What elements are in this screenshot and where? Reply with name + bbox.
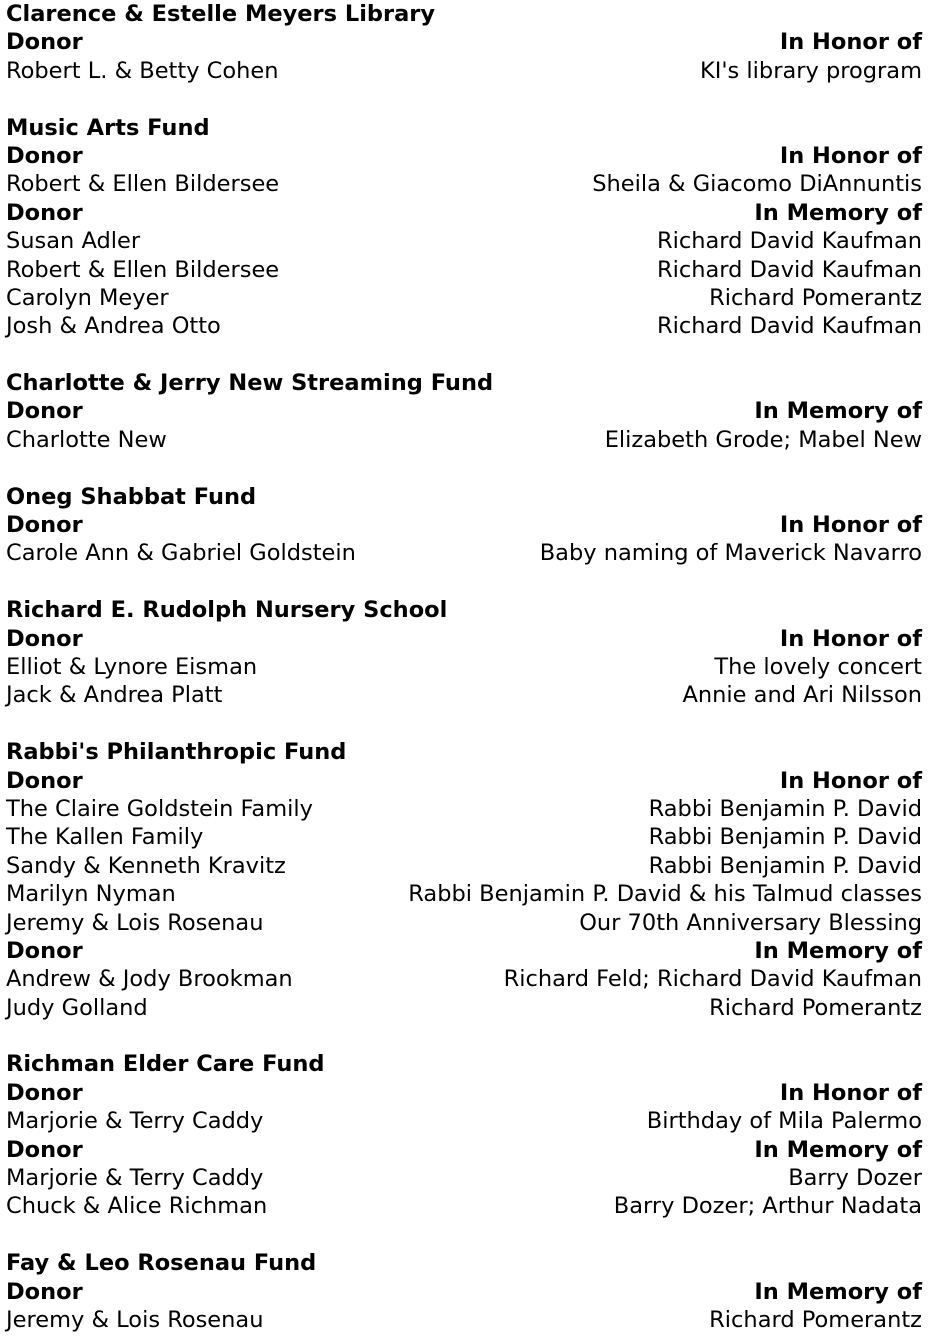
column-header-row: [0, 397, 930, 425]
honoree-name: Richard David Kaufman: [656, 313, 922, 340]
donor-name: Carolyn Meyer: [6, 284, 169, 311]
tribute-type-label: In Memory of: [754, 1136, 922, 1163]
honoree-name: Rabbi Benjamin P. David: [648, 852, 922, 879]
donor-name: Chuck & Alice Richman: [6, 1193, 268, 1220]
honoree-name: Richard Feld; Richard David Kaufman: [503, 966, 922, 993]
honoree-name: Barry Dozer; Arthur Nadata: [613, 1193, 922, 1220]
column-header-row: [0, 937, 930, 965]
donor-column-label: Donor: [6, 29, 83, 56]
fund-section-music-arts-fund: [0, 114, 930, 341]
donor-name: Carole Ann & Gabriel Goldstein: [6, 540, 356, 567]
donor-column-label: Donor: [6, 398, 83, 425]
honoree-name: Baby naming of Maverick Navarro: [539, 540, 922, 567]
donation-row: [0, 994, 930, 1022]
donor-name: Marjorie & Terry Caddy: [6, 1165, 264, 1192]
column-header-row: [0, 767, 930, 795]
tribute-type-label: In Memory of: [754, 398, 922, 425]
donor-name: Josh & Andrea Otto: [6, 313, 221, 340]
donor-name: Marjorie & Terry Caddy: [6, 1108, 264, 1135]
tribute-type-label: In Memory of: [754, 1278, 922, 1305]
tribute-type-label: In Honor of: [779, 142, 922, 169]
donation-row: [0, 1107, 930, 1135]
donation-row: [0, 256, 930, 284]
tribute-type-label: In Honor of: [779, 512, 922, 539]
fund-title: Richard E. Rudolph Nursery School: [6, 597, 448, 624]
honoree-name: Sheila & Giacomo DiAnnuntis: [592, 171, 922, 198]
fund-section-clarence-estelle-meyers-library: [0, 0, 930, 85]
donor-name: Jeremy & Lois Rosenau: [6, 909, 264, 936]
honoree-name: The lovely concert: [714, 653, 922, 680]
donor-column-label: Donor: [6, 1079, 83, 1106]
donor-name: Andrew & Jody Brookman: [6, 966, 293, 993]
donation-row: [0, 57, 930, 85]
donation-row: [0, 1164, 930, 1192]
honoree-name: Richard Pomerantz: [709, 284, 922, 311]
donor-name: Robert & Ellen Bildersee: [6, 171, 280, 198]
donation-row: [0, 170, 930, 198]
fund-title: Oneg Shabbat Fund: [6, 483, 257, 510]
donor-name: Robert L. & Betty Cohen: [6, 57, 279, 84]
donation-row: [0, 965, 930, 993]
donor-column-label: Donor: [6, 625, 83, 652]
tribute-type-label: In Honor of: [779, 625, 922, 652]
donation-row: [0, 909, 930, 937]
fund-section-oneg-shabbat-fund: [0, 483, 930, 568]
donor-name: Robert & Ellen Bildersee: [6, 256, 280, 283]
donation-row: [0, 1306, 930, 1334]
honoree-name: Barry Dozer: [788, 1165, 922, 1192]
honoree-name: Rabbi Benjamin P. David: [648, 824, 922, 851]
donation-row: [0, 1192, 930, 1220]
fund-title: Charlotte & Jerry New Streaming Fund: [6, 370, 494, 397]
tribute-type-label: In Memory of: [754, 199, 922, 226]
honoree-name: Annie and Ari Nilsson: [682, 682, 922, 709]
fund-section-richard-e-rudolph-nursery-school: [0, 596, 930, 710]
honoree-name: Rabbi Benjamin P. David & his Talmud classes: [408, 881, 922, 908]
donor-name: Marilyn Nyman: [6, 881, 176, 908]
donor-column-label: Donor: [6, 1136, 83, 1163]
donation-row: [0, 284, 930, 312]
donor-column-label: Donor: [6, 512, 83, 539]
column-header-row: [0, 1278, 930, 1306]
donation-row: [0, 653, 930, 681]
donor-column-label: Donor: [6, 199, 83, 226]
fund-title: Richman Elder Care Fund: [6, 1051, 325, 1078]
fund-title: Clarence & Estelle Meyers Library: [6, 1, 436, 27]
honoree-name: Rabbi Benjamin P. David: [648, 795, 922, 822]
donation-row: [0, 823, 930, 851]
fund-section-fay-leo-rosenau-fund: [0, 1249, 930, 1334]
donor-column-label: Donor: [6, 1278, 83, 1305]
honoree-name: Our 70th Anniversary Blessing: [579, 909, 922, 936]
tribute-type-label: In Memory of: [754, 937, 922, 964]
tribute-type-label: In Honor of: [779, 29, 922, 56]
donor-name: Sandy & Kenneth Kravitz: [6, 852, 286, 879]
fund-title: Rabbi's Philanthropic Fund: [6, 739, 347, 766]
donor-column-label: Donor: [6, 937, 83, 964]
donation-row: [0, 681, 930, 709]
honoree-name: Richard David Kaufman: [656, 256, 922, 283]
honoree-name: Richard Pomerantz: [709, 1306, 922, 1333]
column-header-row: [0, 511, 930, 539]
donor-name: Judy Golland: [6, 994, 148, 1021]
column-header-row: [0, 199, 930, 227]
column-header-row: [0, 1079, 930, 1107]
column-header-row: [0, 142, 930, 170]
column-header-row: [0, 28, 930, 56]
donation-row: [0, 426, 930, 454]
donor-column-label: Donor: [6, 767, 83, 794]
donor-name: Jeremy & Lois Rosenau: [6, 1306, 264, 1333]
honoree-name: Richard David Kaufman: [656, 228, 922, 255]
fund-section-richman-elder-care-fund: [0, 1050, 930, 1220]
column-header-row: [0, 1136, 930, 1164]
honoree-name: Birthday of Mila Palermo: [646, 1108, 922, 1135]
donor-name: Charlotte New: [6, 426, 167, 453]
column-header-row: [0, 625, 930, 653]
honoree-name: Elizabeth Grode; Mabel New: [604, 426, 922, 453]
fund-section-charlotte-jerry-new-streaming-fund: [0, 369, 930, 454]
donation-row: [0, 539, 930, 567]
fund-title: Fay & Leo Rosenau Fund: [6, 1250, 317, 1277]
donor-column-label: Donor: [6, 142, 83, 169]
donation-row: [0, 880, 930, 908]
donation-row: [0, 227, 930, 255]
honoree-name: KI's library program: [699, 57, 922, 84]
tribute-type-label: In Honor of: [779, 767, 922, 794]
fund-section-rabbi-s-philanthropic-fund: [0, 738, 930, 1022]
fund-title: Music Arts Fund: [6, 114, 210, 141]
honoree-name: Richard Pomerantz: [709, 994, 922, 1021]
donation-row: [0, 795, 930, 823]
donor-name: The Kallen Family: [6, 824, 204, 851]
donation-row: [0, 312, 930, 340]
donor-name: The Claire Goldstein Family: [6, 795, 313, 822]
donor-name: Jack & Andrea Platt: [6, 682, 223, 709]
tribute-type-label: In Honor of: [779, 1079, 922, 1106]
donor-name: Susan Adler: [6, 228, 141, 255]
donation-row: [0, 852, 930, 880]
donor-name: Elliot & Lynore Eisman: [6, 653, 258, 680]
